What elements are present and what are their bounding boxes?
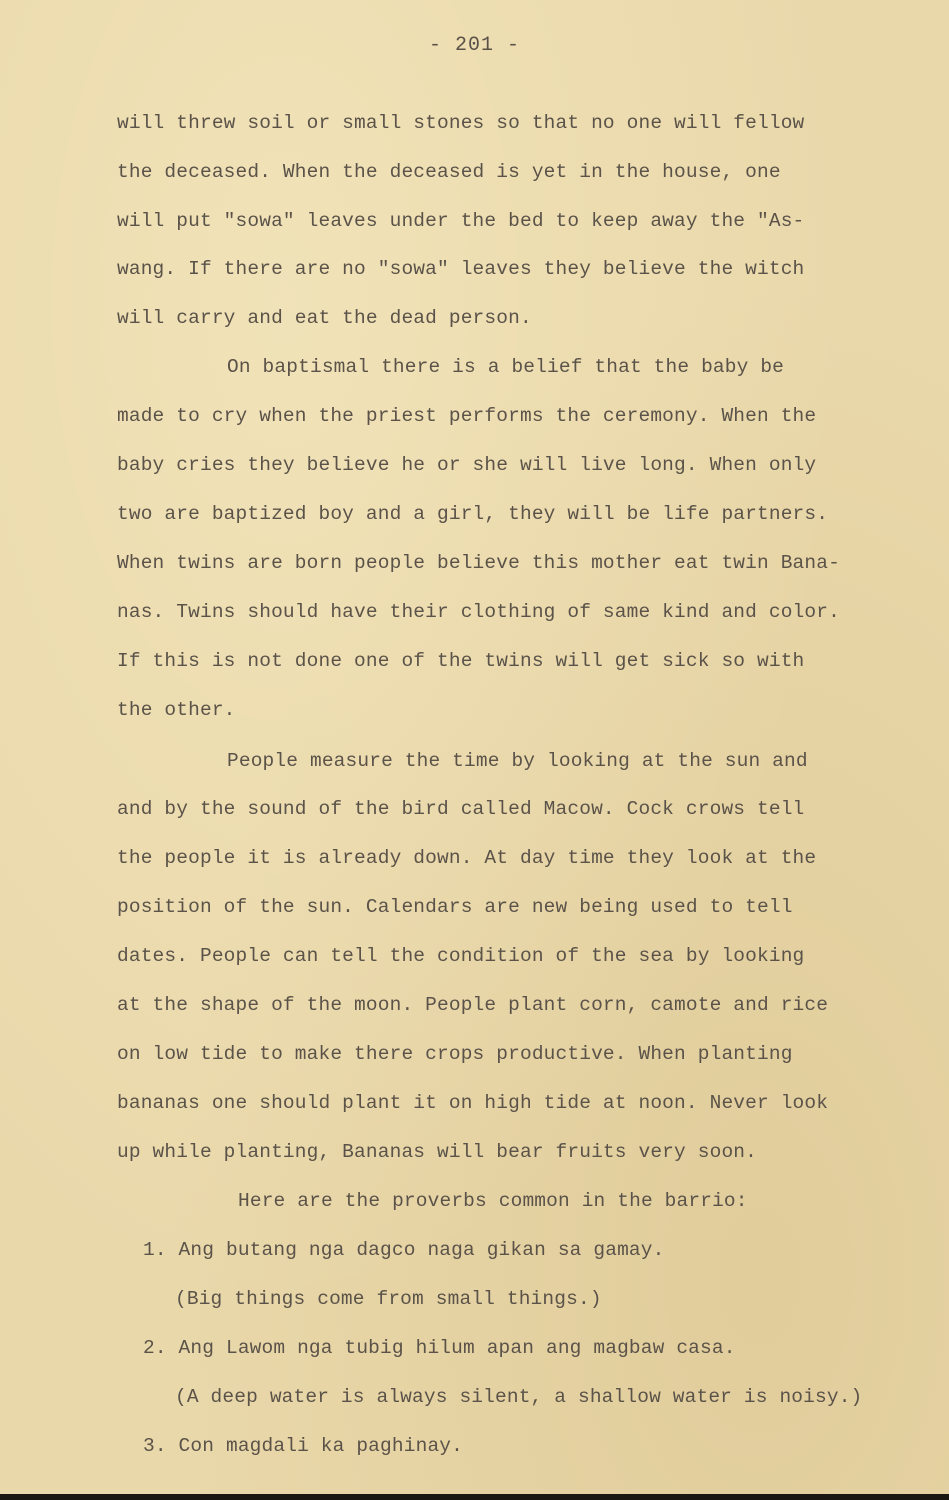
paragraph-3-line: and by the sound of the bird called Macow. Cock crows tell <box>117 798 805 820</box>
page-number: - 201 - <box>428 34 520 57</box>
paragraph-3-line: at the shape of the moon. People plant corn, camote and rice <box>117 994 829 1016</box>
proverb-translation: (Big things come from small things.) <box>175 1288 602 1310</box>
paragraph-3-line: on low tide to make there crops productive. When planting <box>117 1043 793 1065</box>
paragraph-2-line: On baptismal there is a belief that the baby be <box>227 356 785 378</box>
paragraph-2-line: two are baptized boy and a girl, they will be life partners. <box>117 503 829 525</box>
paragraph-2-line: When twins are born people believe this mother eat twin Bana- <box>117 552 840 574</box>
paragraph-1-line: will carry and eat the dead person. <box>117 307 532 329</box>
paragraph-3-line: bananas one should plant it on high tide at noon. Never look <box>117 1092 829 1114</box>
paragraph-2-line: made to cry when the priest performs the ceremony. When the <box>117 405 817 427</box>
paragraph-2-line: If this is not done one of the twins will get sick so with <box>117 650 805 672</box>
proverb-text: 2. Ang Lawom nga tubig hilum apan ang magbaw casa. <box>143 1337 736 1359</box>
proverbs-intro: Here are the proverbs common in the barrio: <box>238 1190 748 1212</box>
proverb-translation: (A deep water is always silent, a shallow water is noisy.) <box>175 1386 863 1408</box>
paragraph-1-line: wang. If there are no "sowa" leaves they believe the witch <box>117 258 805 280</box>
paragraph-3-line: People measure the time by looking at the sun and <box>227 750 808 772</box>
paragraph-3-line: up while planting, Bananas will bear fruits very soon. <box>117 1141 758 1163</box>
paragraph-1-line: the deceased. When the deceased is yet in the house, one <box>117 161 781 183</box>
paragraph-3-line: dates. People can tell the condition of the sea by looking <box>117 945 805 967</box>
paragraph-2-line: baby cries they believe he or she will live long. When only <box>117 454 817 476</box>
paragraph-1-line: will threw soil or small stones so that no one will fellow <box>117 112 805 134</box>
paragraph-2-line: nas. Twins should have their clothing of same kind and color. <box>117 601 840 623</box>
page-bottom-edge <box>0 1494 949 1500</box>
proverb-text: 1. Ang butang nga dagco naga gikan sa gamay. <box>143 1239 665 1261</box>
paragraph-1-line: will put "sowa" leaves under the bed to keep away the "As- <box>117 210 805 232</box>
proverb-text: 3. Con magdali ka paghinay. <box>143 1435 464 1457</box>
paragraph-3-line: the people it is already down. At day time they look at the <box>117 847 817 869</box>
paragraph-3-line: position of the sun. Calendars are new being used to tell <box>117 896 793 918</box>
paragraph-2-line: the other. <box>117 699 236 721</box>
